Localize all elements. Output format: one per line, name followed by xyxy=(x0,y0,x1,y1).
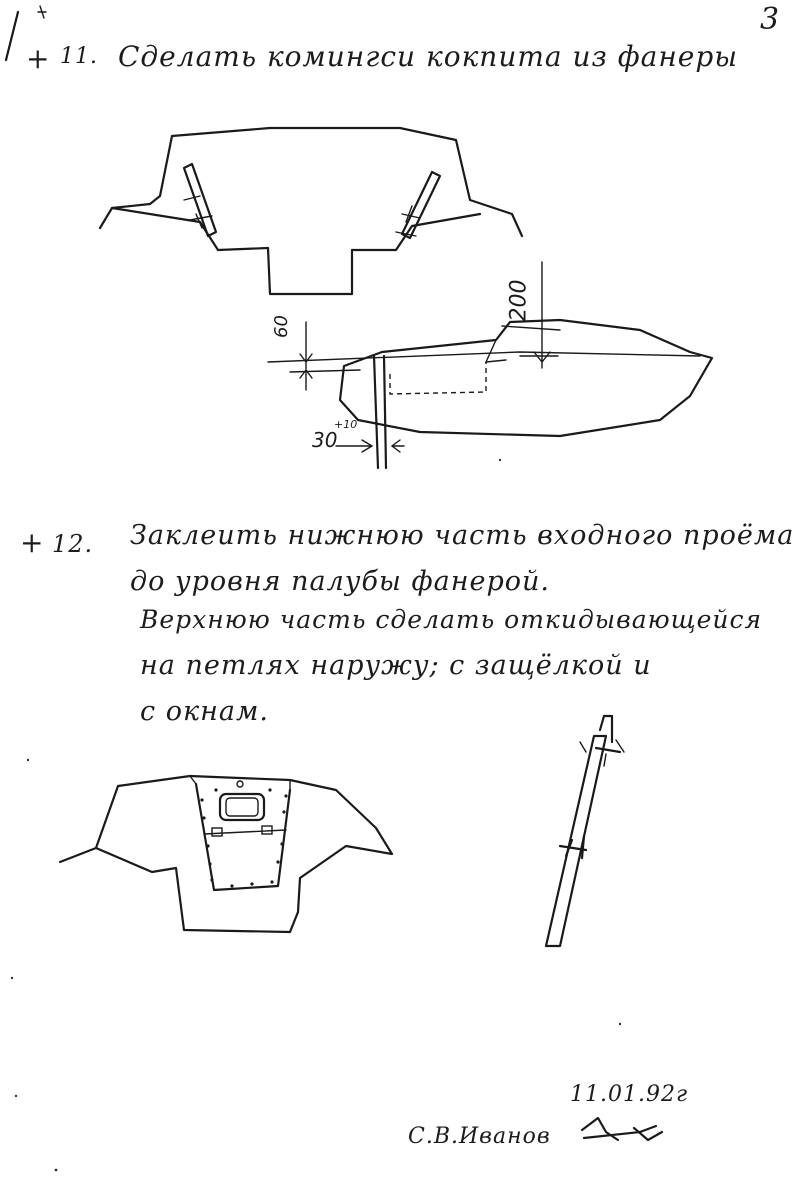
item-12-line-1: Заклеить нижнюю часть входного проёма xyxy=(130,520,795,551)
hinge-side-view-sketch xyxy=(546,716,624,946)
item-12-number: 12. xyxy=(52,530,94,558)
page-number: 3 xyxy=(760,2,781,37)
dimension-tolerance: +10 xyxy=(334,418,358,431)
item-12-line-3: Верхнюю часть сделать откидывающейся xyxy=(140,605,763,634)
dimension-30: 30 xyxy=(312,428,338,452)
item-12-line-4: на петлях наружу; с защёлкой и xyxy=(140,650,652,681)
signatory-name: С.В.Иванов xyxy=(408,1124,551,1149)
coaming-cross-section-sketch xyxy=(100,128,522,294)
item-11-number: 11. xyxy=(60,44,98,69)
item-12-marker: + xyxy=(20,526,45,559)
margin-tick xyxy=(6,12,18,60)
item-11-text: Сделать комингси кокпита из фанеры xyxy=(118,40,739,73)
dimension-200: 200 xyxy=(506,279,532,322)
signature-mark xyxy=(582,1118,662,1140)
document-date: 11.01.92г xyxy=(570,1082,689,1107)
item-11-marker: + xyxy=(26,42,51,75)
dimension-60: 60 xyxy=(270,315,292,338)
item-12-line-5: с окнам. xyxy=(140,696,269,727)
companionway-panel-sketch xyxy=(60,776,392,932)
item-12-line-2: до уровня палубы фанерой. xyxy=(130,566,551,597)
